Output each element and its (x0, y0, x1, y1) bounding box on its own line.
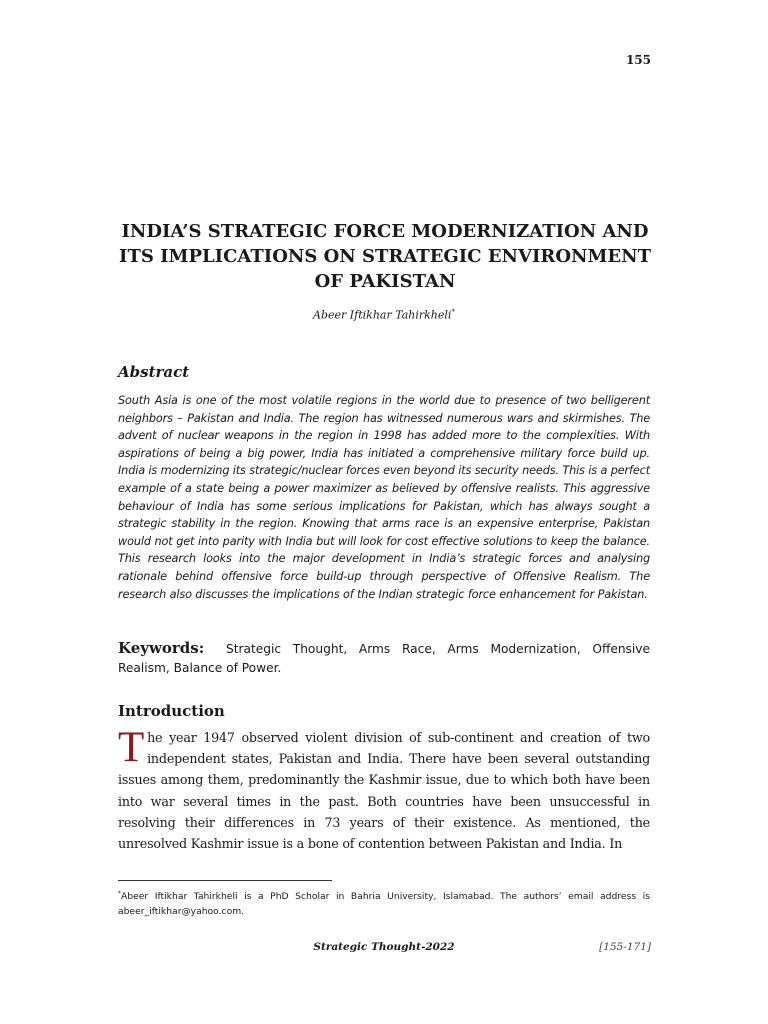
title-line-2: ITS IMPLICATIONS ON STRATEGIC ENVIRONMENT (119, 246, 651, 267)
journal-name: Strategic Thought-2022 (313, 941, 455, 953)
keywords-text: Strategic Thought, Arms Race, Arms Modernization, Offensive Realism, Balance of Power. (118, 642, 651, 675)
footnote (118, 886, 650, 919)
author-footnote-mark: * (451, 308, 455, 316)
footnote-mark: * (118, 890, 121, 897)
title-line-3: OF PAKISTAN (314, 271, 456, 292)
introduction-body (118, 724, 650, 854)
author-name: Abeer Iftikhar Tahirkheli (313, 308, 452, 322)
keywords-paragraph (118, 639, 650, 678)
page-number: 155 (625, 53, 651, 67)
footnote-divider (118, 880, 332, 881)
abstract-text: South Asia is one of the most volatile regions in the world due to presence of two belligerent neighbors – Pakistan and India. The region has witnessed numerous wars and skirmishes. The advent of nuclear weapons in the region in 1998 has added more to the complexities. With aspirations of being a big power, India has initiated a comprehensive military force build up. India is modernizing its strategic/nuclear forces even beyond its security needs. This is a perfect example of a state being a power maximizer as believed by offensive realists. This aggressive behaviour of India has some serious implications for Pakistan, which has always sought a strategic stability in the region. Knowing that arms race is an expensive enterprise, Pakistan would not get into parity with India but will look for cost effective solutions to keep the balance. This research looks into the major development in India’s strategic forces and analysing rationale behind offensive force build-up through perspective of Offensive Realism. The research also discusses the implications of the Indian strategic force enhancement for Pakistan. (118, 394, 650, 601)
abstract-heading: Abstract (118, 363, 190, 381)
title-line-1: INDIA’S STRATEGIC FORCE MODERNIZATION AND (121, 221, 649, 242)
author-line (0, 308, 768, 322)
introduction-heading: Introduction (118, 702, 225, 720)
keywords-label: Keywords: (118, 639, 205, 657)
article-title (110, 219, 660, 294)
drop-cap: T (118, 724, 145, 771)
page-range: [155-171] (599, 941, 651, 953)
introduction-text: he year 1947 observed violent division of sub-continent and creation of two independent states, Pakistan and India. There have been several outstanding issues among them, predominantly the Kashmir issue, due to which both have been into war several times in the past. Both countries have been unsuccessful in resolving their differences in 73 years of their existence. As mentioned, the unresolved Kashmir issue is a bone of contention between Pakistan and India. In (118, 730, 650, 852)
footnote-text: Abeer Iftikhar Tahirkheli is a PhD Scholar in Bahria University, Islamabad. The authors’ email address is abeer_iftikhar@yahoo.com. (118, 891, 650, 918)
